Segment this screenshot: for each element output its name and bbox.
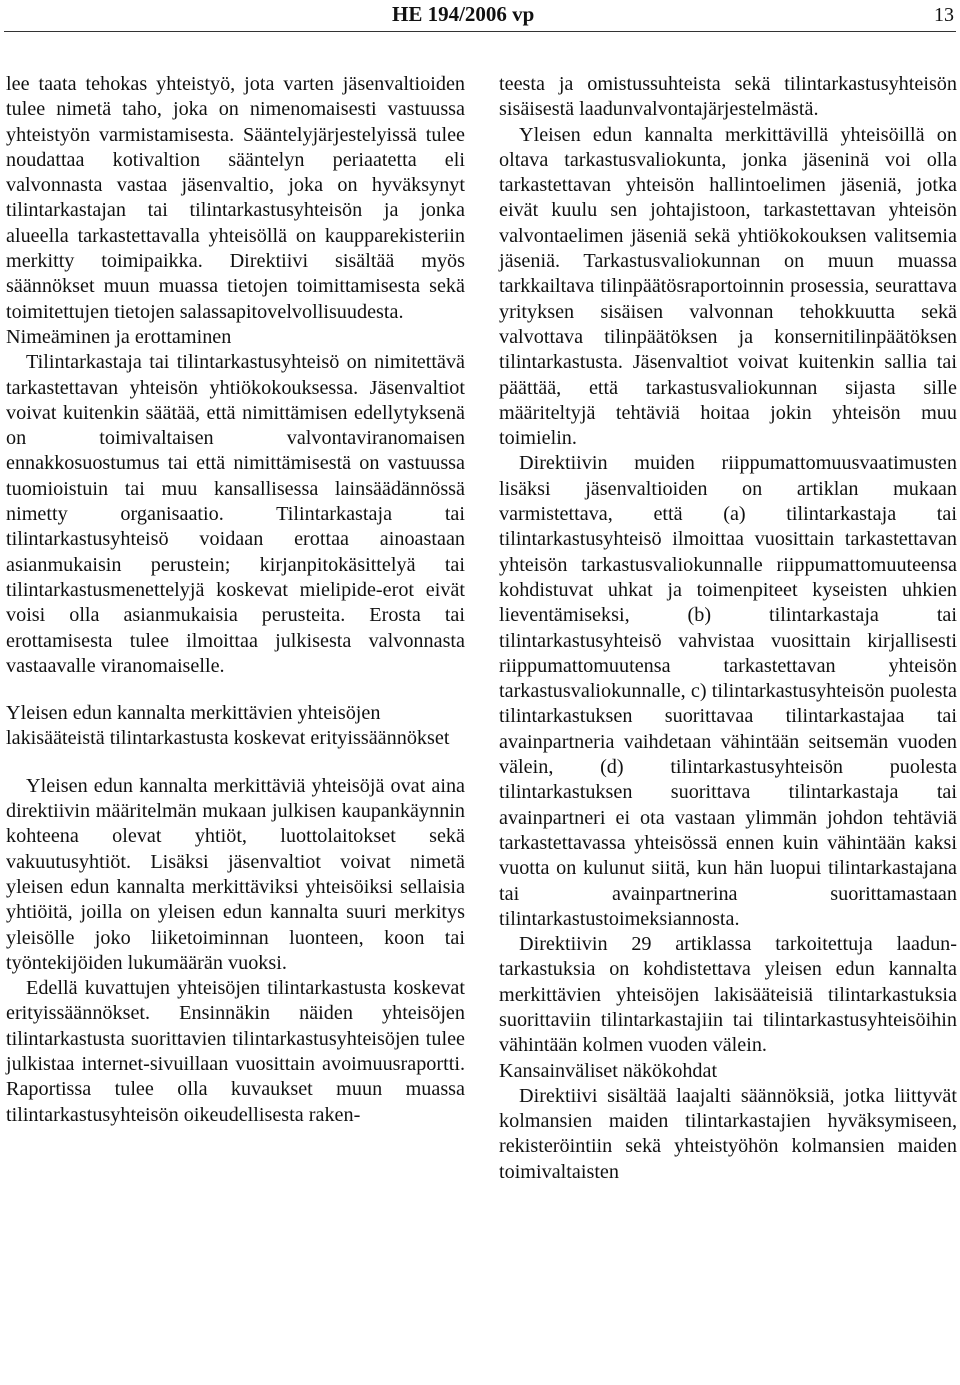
paragraph: Direktiivin muiden riippumattomuusvaatimusten lisäksi jäsenvaltioiden on artiklan mukaan varmistettava, että (a) tilintarkastaja tai tilintarkastusyhteisö ilmoittaa vuosittain tarkastettavan yhteisön tarkastusvaliokunnalle riippumattomuuteensa kohdistuvat uhkat ja toimenpiteet kyseisten uhkien lieventämiseksi, (b) tilintarkastaja tai tilintarkastusyhteisö vahvistaa vuosittain kirjallisesti riippumattomuutensa tarkastettavan yhteisön tarkastusvaliokunnalle, c) tilintarkastusyhteisön puolesta tilintarkastuksen suorittavaa tilintarkastajaa tai avainpartneria vaihdetaan vähintään seitsemän vuoden välein, (d) tilintarkastusyhteisön puolesta tilintarkastuksen suorittava tilintarkastaja tai avainpartneri ei ota vastaan ylimmän johdon tehtäviä tarkastettavassa yhteisössä ennen kuin vähintään kaksi vuotta on kulunut siitä, kun hän luopui tilintarkastajana tai avainpartnerina suorittamastaan tilintarkastustoimeksiannosta. xyxy=(499,452,957,930)
paragraph: Yleisen edun kannalta merkittävillä yhteisöillä on oltava tarkastusvaliokunta, jonka jäseninä voi olla tarkastettavan yhteisön hallintoelimen jäseniä, jotka eivät kuulu sen johtajistoon, tarkastettavan yhteisön valvontaelimen jäseniä sekä yhtiökokouksen valitsemia jäseniä. Tarkastusvaliokunnan on muun muassa tarkkailtava tilinpäätösraportoinnin prosessia, seurattava yrityksen sisäisen valvonnan tehokkuutta sekä valvottava tilinpäätöksen ja konsernitilinpäätöksen tilintarkastusta. Jäsenvaltiot voivat kuitenkin sallia tai päättää, että tarkastusvaliokunnan sijasta sille määriteltyjä tehtäviä hoitaa jokin yhteisön muu toimielin. xyxy=(499,123,957,450)
paragraph: Edellä kuvattujen yhteisöjen tilintarkastusta koskevat erityissäännökset. Ensinnäkin näiden yhteisöjen tilintarkastusta suorittavien tilintarkastusyhteisöjen tulee julkistaa internet-sivuillaan vuosittain avoimuusraportti. Raportissa tulee olla kuvaukset muun muassa tilintarkastusyhteisön oikeudellisesta raken- xyxy=(6,977,465,1126)
document-id: HE 194/2006 vp xyxy=(392,2,535,26)
paragraph: Yleisen edun kannalta merkittäviä yhteisöjä ovat aina direktiivin määritelmän mukaan julkisen kaupankäynnin kohteena olevat yhtiöt, luottolaitokset sekä vakuutusyhtiöt. Lisäksi jäsenvaltiot voivat nimetä yleisen edun kannalta merkittäviksi yhteisöiksi sellaisia yhtiöitä, joilla on yleisen edun kannalta suuri merkitys yleisölle joko liiketoiminnan luonteen, koon tai työntekijöiden lukumäärän vuoksi. xyxy=(6,774,465,974)
paragraph: teesta ja omistussuhteista sekä tilintarkastusyhteisön sisäisestä laadunvalvontajärjestelmästä. xyxy=(499,73,957,121)
section-heading: Nimeäminen ja erottaminen xyxy=(6,325,232,348)
paragraph: Tilintarkastaja tai tilintarkastusyhteisö on nimitettävä tarkastettavan yhteisön yhtiökokouksessa. Jäsenvaltiot voivat kuitenkin säätää, että nimittämisen edellytyksenä on toimivaltaisen valvontaviranomaisen ennakkosuostumus tai että nimittämisestä on vastuussa tuomioistuin tai muu kansallisessa lainsäädännössä nimetty organisaatio. Tilintarkastaja tai tilintarkastusyhteisö voidaan erottaa ainoastaan asianmukaisin perustein; kirjanpitokäsittelyä tai tilintarkastusmenettelyjä koskevat mielipide-erot eivät voisi olla asianmukaisia perusteita. Erosta tai erottamisesta tulee ilmoittaa julkisesta valvonnasta vastaavalle viranomaiselle. xyxy=(6,351,465,677)
section-heading: Kansainväliset näkökohdat xyxy=(499,1059,718,1082)
header-rule xyxy=(4,31,956,32)
section-heading: Yleisen edun kannalta merkittävien yhteisöjen lakisääteistä tilintarkastusta koskevat erityissäännökset xyxy=(6,702,450,750)
paragraph: Direktiivin 29 artiklassa tarkoitettuja laaduntarkastuksia on kohdistettava yleisen edun kannalta merkittävien yhteisöjen lakisääteisiä tilintarkastuksia suorittaviin tilintarkastajiin tai tilintarkastusyhteisöihin vähintään kolmen vuoden välein. xyxy=(499,933,957,1057)
paragraph: lee taata tehokas yhteistyö, jota varten jäsenvaltioiden tulee nimetä taho, joka on nimenomaisesti vastuussa yhteistyön varmistamisesta. Sääntelyjärjestelyissä tulee noudattaa kotivaltion sääntelyn periaatetta eli valvonnasta vastaa jäsenvaltio, joka on hyväksynyt tilintarkastajan tai tilintarkastusyhteisön ja jonka alueella tarkastettavalla yhteisöllä on kaupparekisteriin merkitty toimipaikka. Direktiivi sisältää myös säännökset muun muassa tietojen toimittamisesta sekä toimitettujen tietojen salassapitovelvollisuudesta. xyxy=(6,73,465,323)
page-number: 13 xyxy=(934,4,954,26)
right-column xyxy=(499,72,957,1185)
paragraph: Direktiivi sisältää laajalti säännöksiä, jotka liittyvät kolmansien maiden tilintarkastajien hyväksymiseen, rekisteröintiin sekä yhteistyöhön kolmansien maiden toimivaltaisten xyxy=(499,1084,957,1183)
left-column xyxy=(6,72,465,1128)
page-header xyxy=(0,0,960,30)
